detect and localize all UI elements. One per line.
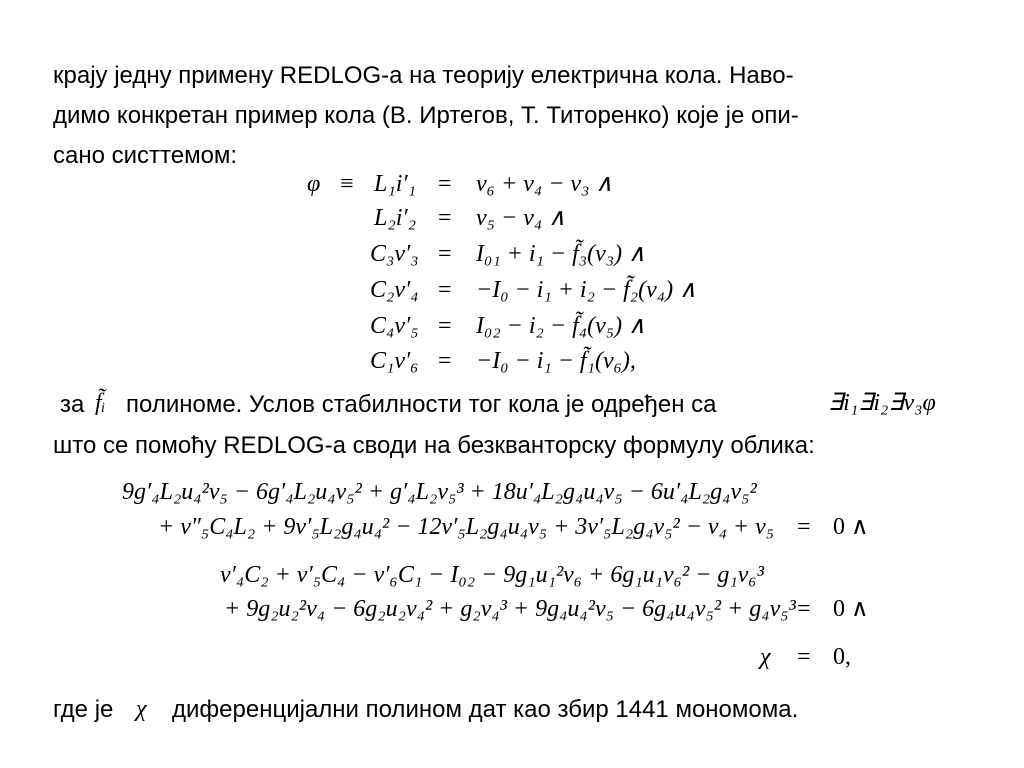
system-rhs: −I₀ − i₁ + i₂ − f̃₂(v₄) ∧ xyxy=(476,277,697,303)
system-rhs: I₀₂ − i₂ − f̃₄(v₅) ∧ xyxy=(476,313,646,339)
system-lhs: C₂v′₄ xyxy=(370,277,419,303)
gde-je-word: где је xyxy=(53,696,114,723)
quantifier-formula: ∃i₁∃i₂∃v₃φ xyxy=(828,390,936,416)
formula-eq: = xyxy=(797,596,811,622)
za-word: за xyxy=(60,391,85,418)
system-lhs: C₃v′₃ xyxy=(370,241,419,267)
system-rhs: −I₀ − i₁ − f̃₁(v₆), xyxy=(476,348,636,374)
redlog-line: што се помоћу REDLOG-а своди на безкванторску формулу облика: xyxy=(53,432,815,459)
equiv-symbol: ≡ xyxy=(340,171,354,197)
system-rhs: v₅ − v₄ ∧ xyxy=(476,205,566,231)
system-eq: = xyxy=(438,241,452,267)
phi-symbol: φ xyxy=(307,171,321,197)
chi-inline-symbol: χ xyxy=(136,696,147,722)
system-eq: = xyxy=(438,313,452,339)
intro-line-1: крају једну примену REDLOG-а на теорију електрична кола. Наво- xyxy=(53,62,794,89)
system-lhs: L₂i′₂ xyxy=(374,205,416,231)
formula-zero-end: 0, xyxy=(833,644,851,670)
system-lhs: C₄v′₅ xyxy=(370,313,419,339)
formula-line-2: + v″₅C₄L₂ + 9v′₅L₂g₄u₄² − 12v′₅L₂g₄u₄v₅ + 3v′₅L₂g₄v₅² − v₄ + v₅ xyxy=(158,514,775,540)
formula-line-3: v′₄C₂ + v′₅C₄ − v′₆C₁ − I₀₂ − 9g₁u₁²v₆ + 6g₁u₁v₆² − g₁v₆³ xyxy=(220,562,764,588)
formula-line-4: + 9g₂u₂²v₄ − 6g₂u₂v₄² + g₂v₄³ + 9g₄u₄²v₅ − 6g₄u₄v₅² + g₄v₅³ xyxy=(224,596,796,622)
system-rhs: I₀₁ + i₁ − f̃₃(v₃) ∧ xyxy=(476,241,646,267)
system-eq: = xyxy=(438,348,452,374)
formula-eq: = xyxy=(797,644,811,670)
formula-zero-and: 0 ∧ xyxy=(833,514,869,540)
stability-text: полиноме. Услов стабилности тог кола је одређен са xyxy=(126,391,717,418)
formula-zero-and: 0 ∧ xyxy=(833,596,869,622)
system-lhs: C₁v′₆ xyxy=(370,348,419,374)
system-eq: = xyxy=(438,171,452,197)
system-eq: = xyxy=(438,277,452,303)
system-rhs: v₆ + v₄ − v₃ ∧ xyxy=(476,171,613,197)
intro-line-2: димо конкретан пример кола (В. Иртегов, Т. Титоренко) које је опи- xyxy=(53,102,799,129)
formula-line-1: 9g′₄L₂u₄²v₅ − 6g′₄L₂u₄v₅² + g′₄L₂v₅³ + 18u′₄L₂g₄u₄v₅ − 6u′₄L₂g₄v₅² xyxy=(122,479,757,505)
outro-text: диференцијални полином дат као збир 1441 мономома. xyxy=(172,696,799,723)
system-eq: = xyxy=(438,205,452,231)
f-tilde-symbol: f̃ᵢ xyxy=(95,390,106,416)
system-lhs: L₁i′₁ xyxy=(374,171,416,197)
formula-eq: = xyxy=(797,514,811,540)
chi-symbol: χ xyxy=(760,644,771,670)
intro-line-3: сано систтемом: xyxy=(53,142,238,169)
